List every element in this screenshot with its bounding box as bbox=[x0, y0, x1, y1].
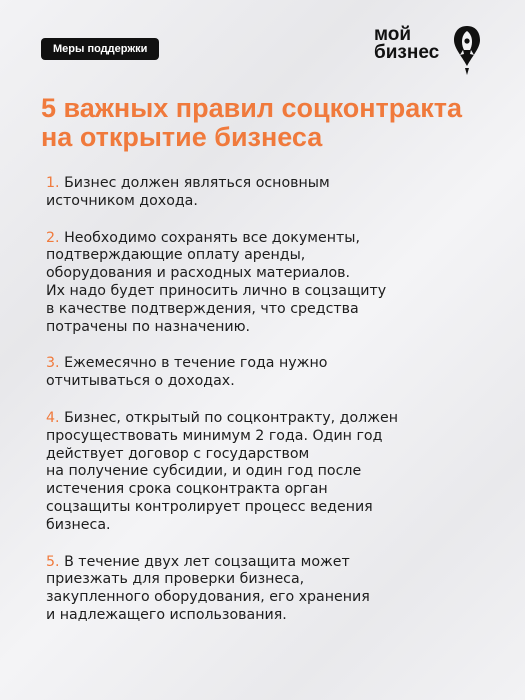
rule-line bbox=[46, 175, 501, 193]
rule-number: 1. bbox=[46, 175, 60, 191]
rule-text: Необходимо сохранять все документы, bbox=[64, 229, 360, 246]
title-line: на открытие бизнеса bbox=[41, 122, 323, 152]
rule-item-5 bbox=[46, 554, 501, 625]
logo-text bbox=[374, 26, 439, 62]
rule-number: 5. bbox=[46, 553, 60, 570]
rules-list bbox=[46, 175, 501, 644]
rule-line: приезжать для проверки бизнеса, bbox=[46, 571, 305, 588]
rule-line: закупленного оборудования, его хранения bbox=[46, 589, 370, 606]
rule-line: просуществовать минимум 2 года. Один год bbox=[46, 427, 383, 444]
rule-number: 2. bbox=[46, 229, 60, 246]
rule-text: Бизнес, открытый по соцконтракту, должен bbox=[64, 409, 398, 426]
rule-line: в качестве подтверждения, что средства bbox=[46, 300, 359, 317]
rule-line: на получение субсидии, и один год после bbox=[46, 463, 362, 480]
rule-line: соцзащиты контролирует процесс ведения bbox=[46, 498, 373, 515]
rule-line: бизнеса. bbox=[46, 516, 111, 533]
rule-line: действует договор с государством bbox=[46, 445, 310, 462]
rule-item-2 bbox=[46, 230, 501, 337]
rule-line: истечения срока соцконтракта орган bbox=[46, 481, 328, 498]
rocket-pin-icon bbox=[452, 24, 482, 76]
rule-number: 4. bbox=[46, 409, 60, 426]
rule-line: потрачены по назначению. bbox=[46, 318, 251, 335]
rule-text: Бизнес должен являться основным bbox=[64, 175, 330, 191]
category-tag: Меры поддержки bbox=[41, 38, 159, 60]
page-title bbox=[41, 94, 501, 152]
rule-item-1 bbox=[46, 175, 501, 211]
logo-line-2: бизнес bbox=[374, 42, 440, 63]
rule-line: источником дохода. bbox=[46, 192, 198, 209]
rule-line: подтверждающие оплату аренды, bbox=[46, 247, 306, 264]
rule-line bbox=[46, 410, 501, 428]
rule-text: В течение двух лет соцзащита может bbox=[64, 553, 350, 570]
rule-line: оборудования и расходных материалов. bbox=[46, 265, 351, 282]
rule-item-3 bbox=[46, 355, 501, 391]
logo-line-1: мой bbox=[374, 24, 412, 45]
brand-logo bbox=[374, 24, 486, 76]
rule-line bbox=[46, 554, 501, 572]
rule-text: Ежемесячно в течение года нужно bbox=[64, 355, 328, 372]
rule-number: 3. bbox=[46, 355, 60, 372]
rule-line: Их надо будет приносить лично в соцзащиту bbox=[46, 282, 387, 299]
rule-item-4 bbox=[46, 410, 501, 535]
rule-line: и надлежащего использования. bbox=[46, 606, 287, 623]
rule-line bbox=[46, 355, 501, 373]
rule-line: отчитываться о доходах. bbox=[46, 373, 235, 390]
rule-line bbox=[46, 230, 501, 248]
title-line: 5 важных правил соцконтракта bbox=[41, 93, 463, 123]
